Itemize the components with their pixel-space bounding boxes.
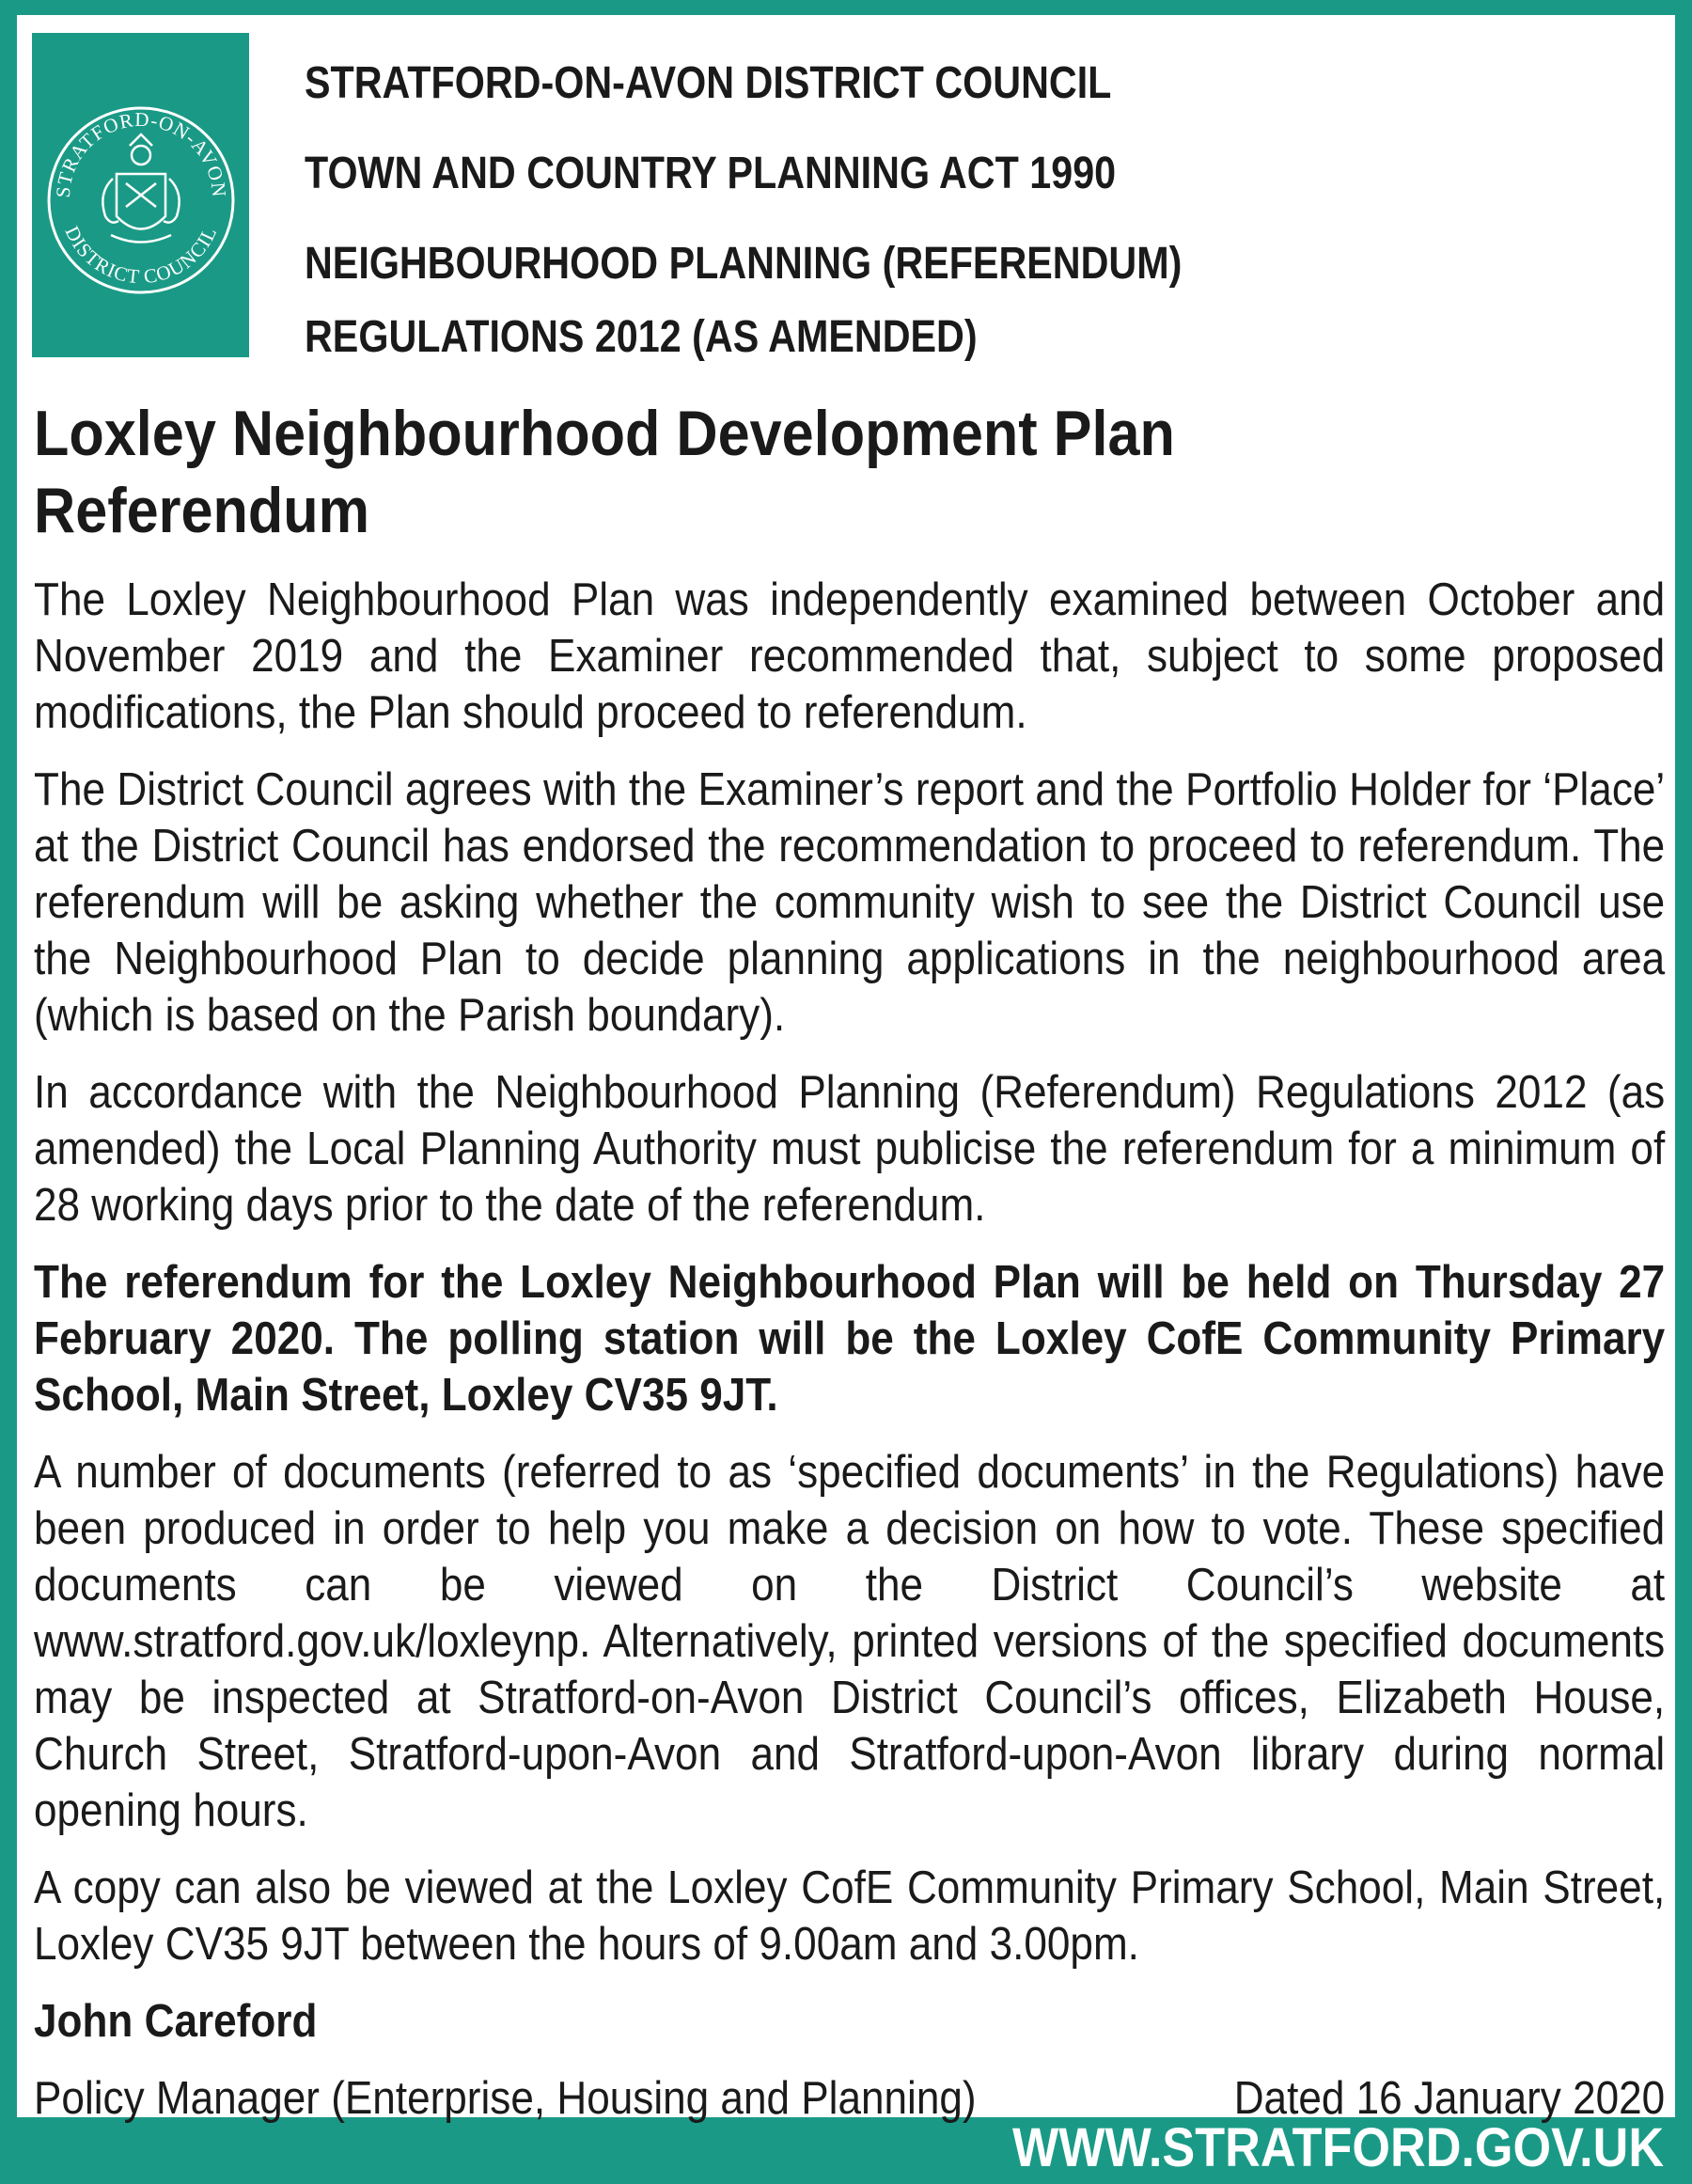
council-crest-icon	[32, 33, 249, 357]
paragraph-publicity: In accordance with the Neighbourhood Planning (Referendum) Regulations 2012 (as amended) the Local Planning Authority must publicise the referendum for a minimum of 28 working days prior to the date of the referendum.	[34, 1067, 1666, 1231]
notice-body	[34, 572, 1665, 2127]
paragraph-council-agreement: The District Council agrees with the Examiner’s report and the Portfolio Holder for ‘Place’ at the District Council has endorsed the recommendation to proceed to referendum. The referendum will be asking whether the community wish to see the District Council use the Neighbourhood Plan to decide planning applications in the neighbourhood area (which is based on the Parish boundary).	[34, 764, 1666, 1041]
notice-title: Loxley Neighbourhood Development Plan Referendum	[34, 398, 1175, 546]
header-regulation-line2: REGULATIONS 2012 (AS AMENDED)	[305, 312, 978, 362]
notice-date: Dated 16 January 2020	[1233, 2073, 1666, 2124]
signature-block	[34, 1993, 1665, 2127]
logo-text-top: STRATFORD-ON-AVON	[51, 107, 231, 199]
footer-website-link[interactable]: WWW.STRATFORD.GOV.UK	[1011, 2117, 1664, 2178]
header-regulation-line1: NEIGHBOURHOOD PLANNING (REFERENDUM)	[305, 239, 1183, 289]
paragraph-copy-location: A copy can also be viewed at the Loxley CofE Community Primary School, Main Street, Loxley CV35 9JT between the hours of 9.00am and 3.00pm.	[34, 1862, 1666, 1970]
paragraph-referendum-date: The referendum for the Loxley Neighbourhood Plan will be held on Thursday 27 February 2020. The polling station will be the Loxley CofE Community Primary School, Main Street, Loxley CV35 9JT.	[34, 1257, 1666, 1421]
svg-text:DISTRICT COUNCIL	[60, 223, 221, 288]
header-council: STRATFORD-ON-AVON DISTRICT COUNCIL	[305, 58, 1112, 108]
signatory-role: Policy Manager (Enterprise, Housing and Planning)	[34, 2073, 977, 2124]
header-act: TOWN AND COUNTRY PLANNING ACT 1990	[305, 149, 1117, 198]
paragraph-examination: The Loxley Neighbourhood Plan was independently examined between October and November 2019 and the Examiner recommended that, subject to some proposed modifications, the Plan should proceed to referendum.	[34, 574, 1666, 738]
svg-text:STRATFORD-ON-AVON	[52, 108, 231, 198]
logo-text-bottom: DISTRICT COUNCIL	[60, 222, 222, 289]
paragraph-documents: A number of documents (referred to as ‘specified documents’ in the Regulations) have been produced in order to help you make a decision on how to vote. These specified documents can be viewed on the District Council’s website at www.stratford.gov.uk/loxleynp. Alternatively, printed versions of the specified documents may be inspected at Stratford-on-Avon District Council’s offices, Elizabeth House, Church Street, Stratford-upon-Avon and Stratford-upon-Avon library during normal opening hours.	[34, 1447, 1666, 1836]
signatory-name: John Careford	[34, 1996, 318, 2047]
council-logo	[32, 33, 249, 357]
notice-sheet	[17, 15, 1675, 2124]
